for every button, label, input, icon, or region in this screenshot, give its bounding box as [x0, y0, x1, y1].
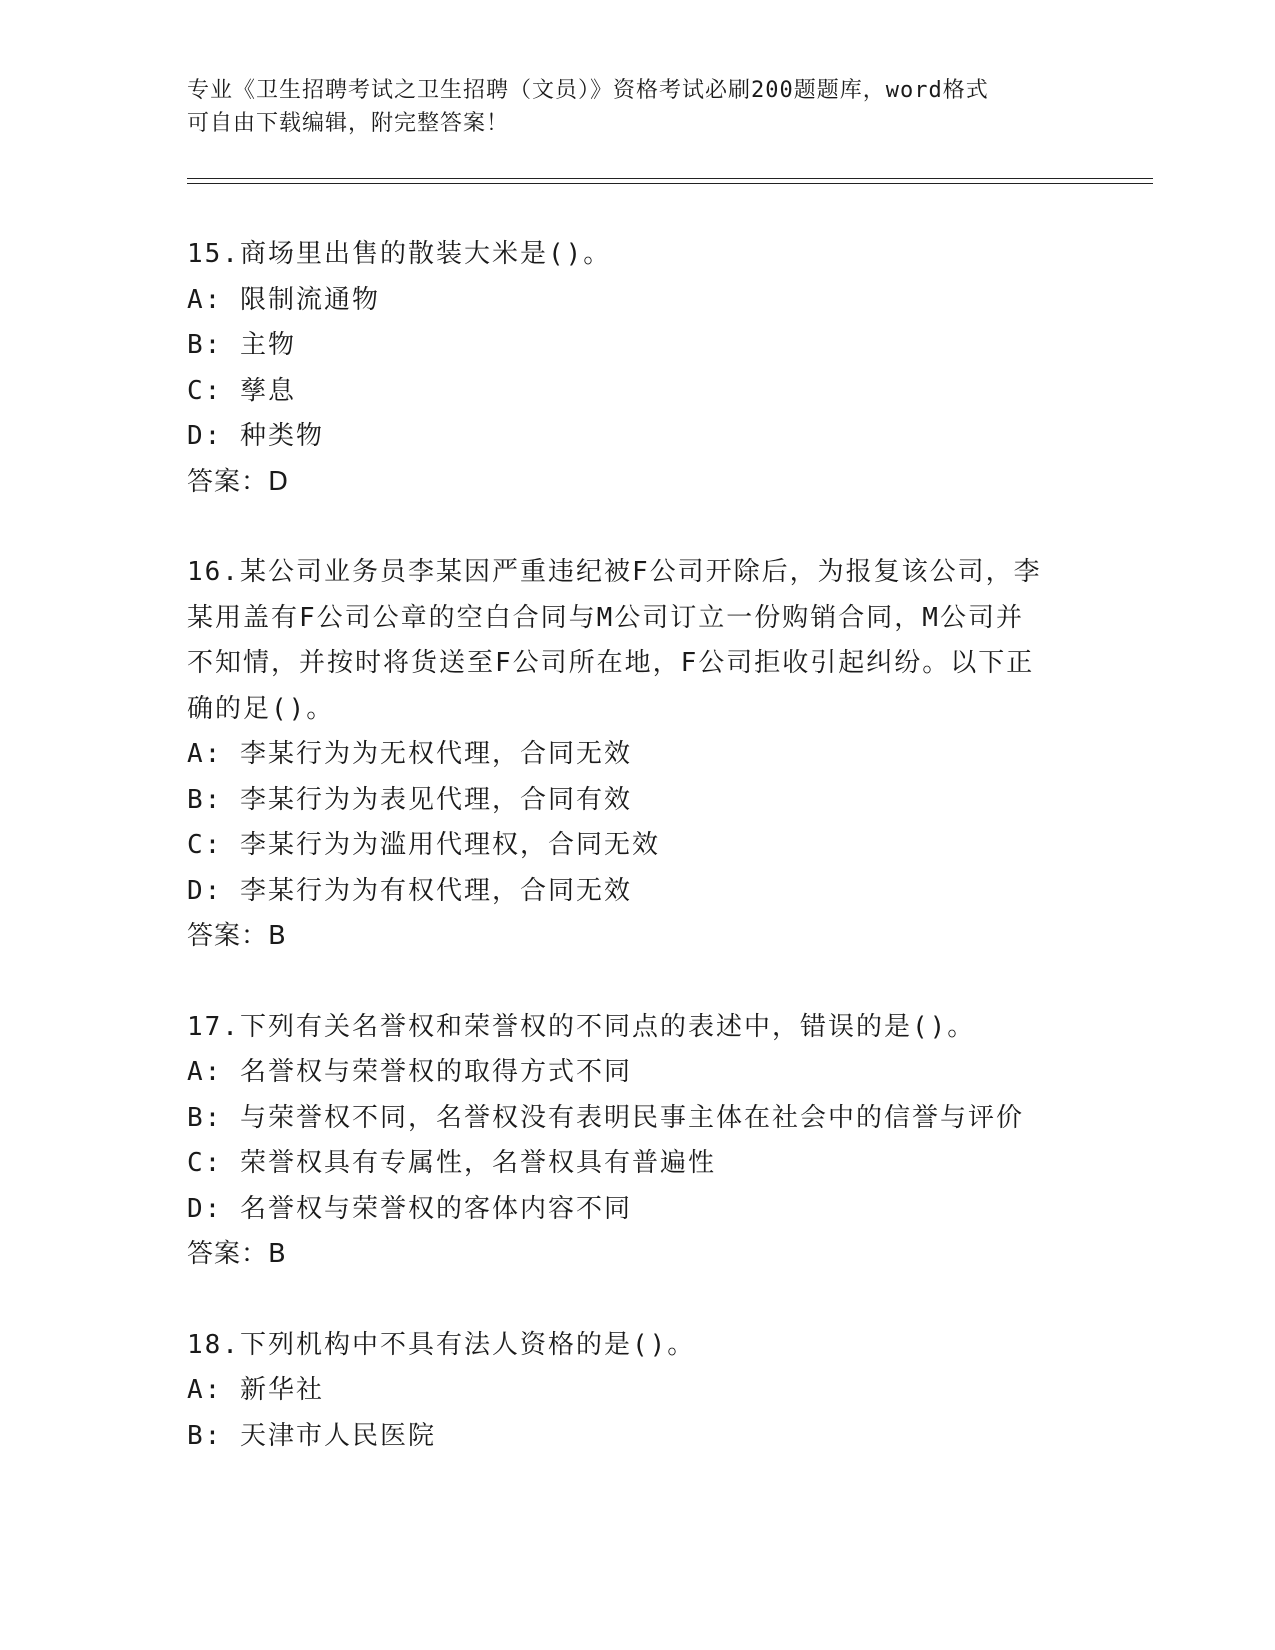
question-list: [187, 232, 1087, 1504]
option-b: B: 主物: [187, 330, 296, 360]
header-line-2: 可自由下载编辑，附完整答案！: [187, 111, 510, 136]
option-c: C: 李某行为为滥用代理权，合同无效: [187, 830, 660, 860]
question-18: [187, 1323, 1087, 1460]
header-line-1: 专业《卫生招聘考试之卫生招聘（文员）》资格考试必刷200题题库，word格式: [187, 78, 989, 103]
question-16: [187, 550, 1087, 960]
document-header: [187, 74, 1087, 140]
option-d: D: 名誉权与荣誉权的客体内容不同: [187, 1193, 632, 1224]
option-a: A: 限制流通物: [187, 284, 380, 315]
question-stem: 15.商场里出售的散装大米是()。: [187, 239, 612, 269]
question-stem: 17.下列有关名誉权和荣誉权的不同点的表述中，错误的是()。: [187, 1011, 976, 1042]
question-stem-line-1: 16.某公司业务员李某因严重违纪被F公司开除后，为报复该公司，李: [187, 557, 1042, 587]
question-17: [187, 1005, 1087, 1278]
option-c: C: 孳息: [187, 375, 296, 406]
answer-line: 答案：B: [187, 1239, 287, 1269]
header-divider-top: [187, 178, 1153, 179]
question-stem-line-4: 确的足()。: [187, 693, 335, 724]
option-a: A: 李某行为为无权代理，合同无效: [187, 739, 632, 769]
option-b: B: 与荣誉权不同，名誉权没有表明民事主体在社会中的信誉与评价: [187, 1102, 1024, 1133]
option-a: A: 名誉权与荣誉权的取得方式不同: [187, 1057, 632, 1087]
option-d: D: 李某行为为有权代理，合同无效: [187, 875, 632, 906]
question-stem-line-3: 不知情，并按时将货送至F公司所在地，F公司拒收引起纠纷。以下正: [187, 648, 1035, 678]
answer-line: 答案：B: [187, 921, 287, 951]
question-stem-line-2: 某用盖有F公司公章的空白合同与M公司订立一份购销合同，M公司并: [187, 602, 1024, 633]
option-b: B: 天津市人民医院: [187, 1420, 436, 1451]
option-b: B: 李某行为为表见代理，合同有效: [187, 784, 632, 815]
question-stem: 18.下列机构中不具有法人资格的是()。: [187, 1329, 696, 1360]
option-c: C: 荣誉权具有专属性，名誉权具有普遍性: [187, 1148, 716, 1178]
answer-line: 答案：D: [187, 466, 290, 497]
option-a: A: 新华社: [187, 1375, 324, 1405]
header-divider-bottom: [187, 183, 1153, 184]
option-d: D: 种类物: [187, 421, 324, 451]
question-15: [187, 232, 1087, 505]
